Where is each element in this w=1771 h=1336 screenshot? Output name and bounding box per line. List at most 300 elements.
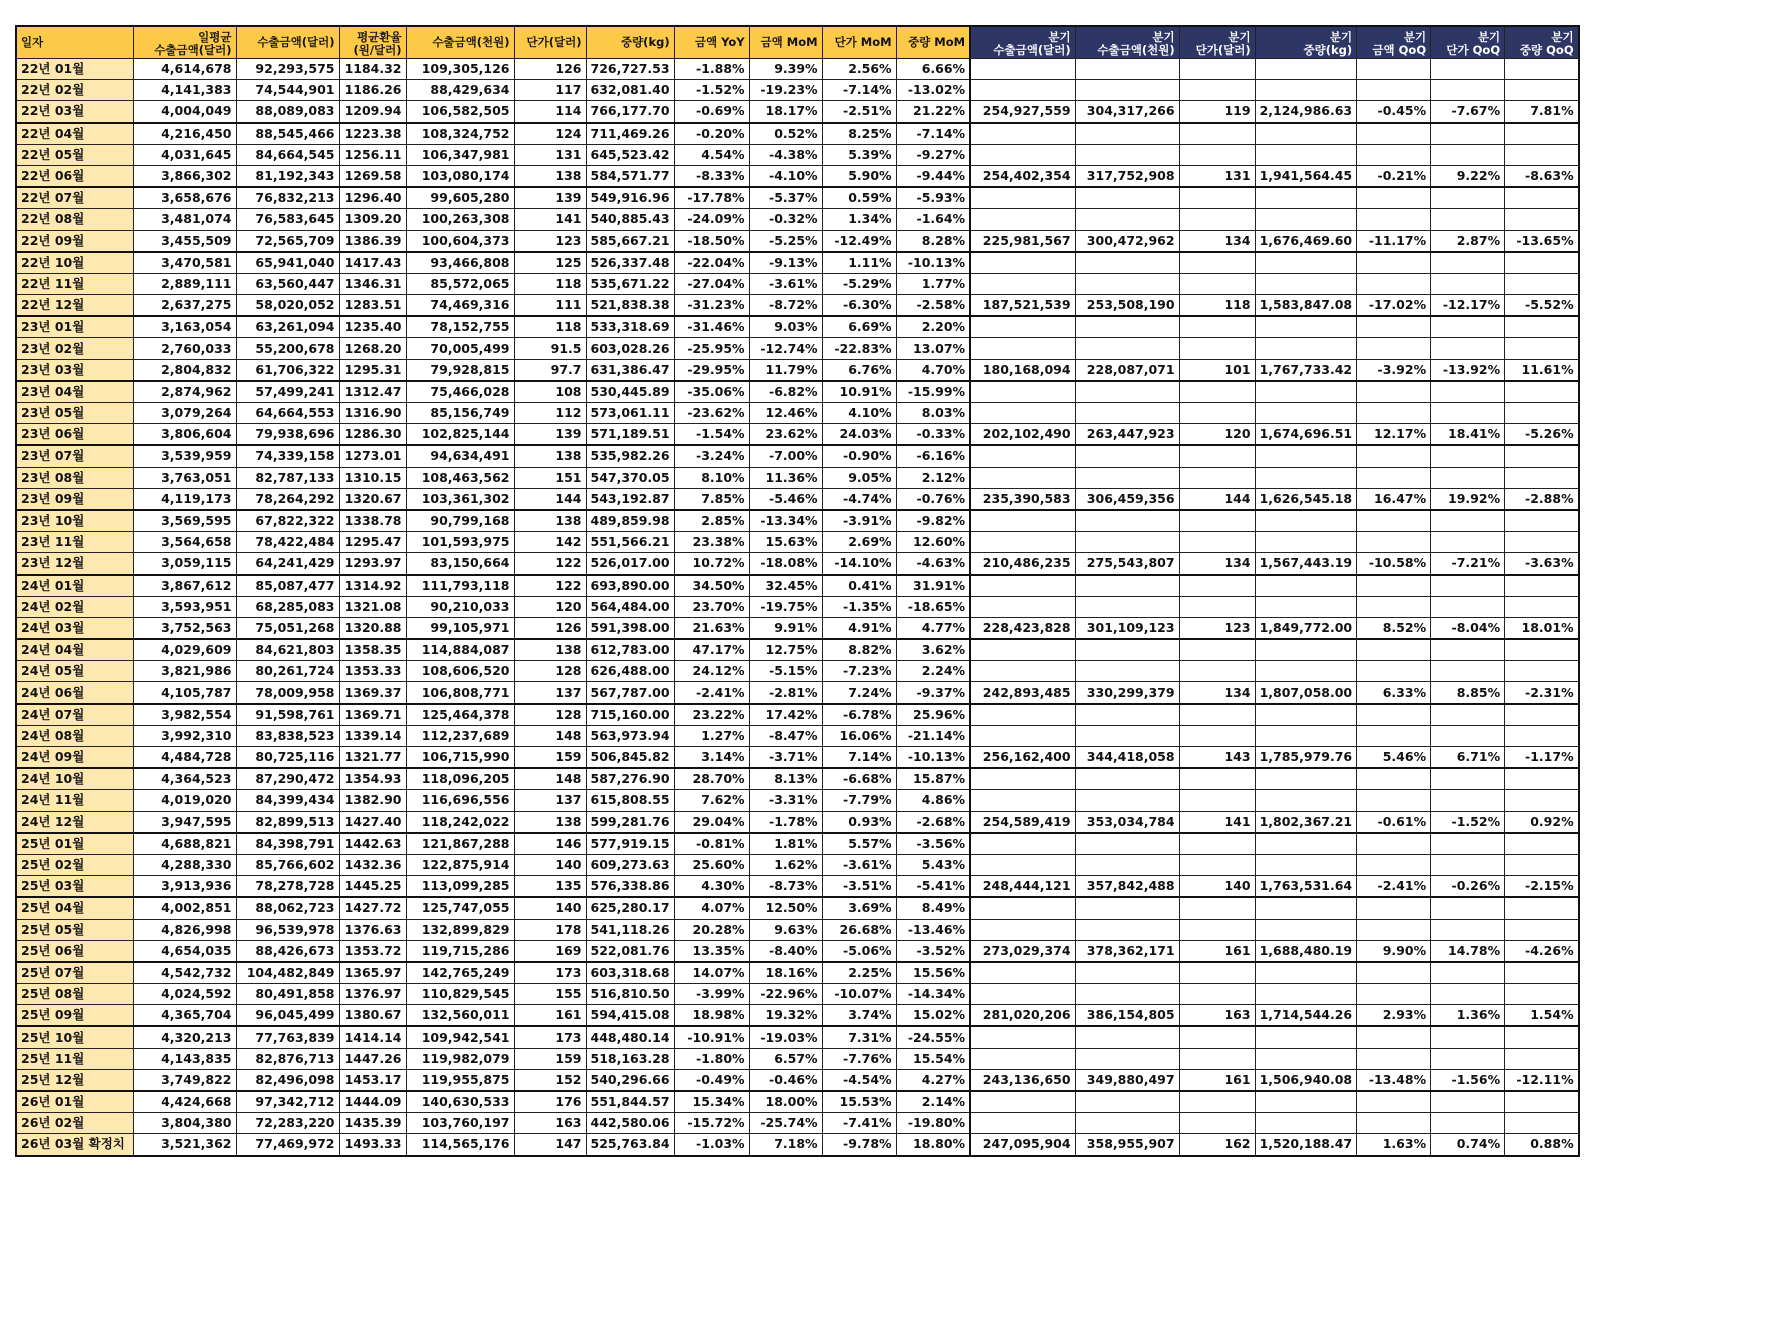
cell-weight[interactable]: 645,523.42 (586, 144, 674, 165)
cell-date[interactable]: 25년 10월 (16, 1026, 133, 1048)
cell-weight-mom[interactable]: -14.34% (896, 984, 970, 1005)
cell-amt-mom[interactable]: 7.18% (749, 1134, 822, 1156)
col-header-daily-avg[interactable]: 일평균 수출금액(달러) (133, 26, 236, 59)
cell-q-export-usd[interactable]: 254,402,354 (970, 165, 1075, 187)
cell-q-weight[interactable] (1255, 962, 1357, 984)
cell-weight[interactable]: 540,885.43 (586, 209, 674, 230)
cell-amt-yoy[interactable]: 18.98% (674, 1005, 749, 1027)
cell-fx[interactable]: 1316.90 (339, 403, 406, 424)
cell-amt-yoy[interactable]: 4.30% (674, 876, 749, 898)
cell-weight[interactable]: 594,415.08 (586, 1005, 674, 1027)
cell-amt-mom[interactable]: 11.36% (749, 467, 822, 488)
cell-daily-avg[interactable]: 3,593,951 (133, 596, 236, 617)
cell-q-weight[interactable]: 1,506,940.08 (1255, 1069, 1357, 1091)
cell-fx[interactable]: 1365.97 (339, 962, 406, 984)
cell-amt-mom[interactable]: -19.75% (749, 596, 822, 617)
cell-q-export-usd[interactable]: 243,136,650 (970, 1069, 1075, 1091)
cell-amt-mom[interactable]: 9.91% (749, 617, 822, 639)
cell-export-krw[interactable]: 100,604,373 (406, 230, 514, 252)
cell-q-export-usd[interactable]: 254,589,419 (970, 811, 1075, 833)
cell-price-mom[interactable]: 4.10% (822, 403, 896, 424)
cell-amt-mom[interactable]: -4.10% (749, 165, 822, 187)
cell-q-amt-qoq[interactable] (1357, 596, 1431, 617)
cell-price-mom[interactable]: 0.93% (822, 811, 896, 833)
cell-q-weight-qoq[interactable] (1505, 532, 1579, 553)
cell-q-price-qoq[interactable]: 1.36% (1431, 1005, 1505, 1027)
cell-price-mom[interactable]: 7.31% (822, 1026, 896, 1048)
cell-daily-avg[interactable]: 4,031,645 (133, 144, 236, 165)
cell-q-unit-price[interactable] (1179, 790, 1255, 811)
cell-q-weight[interactable]: 1,802,367.21 (1255, 811, 1357, 833)
cell-weight-mom[interactable]: 18.80% (896, 1134, 970, 1156)
cell-q-amt-qoq[interactable]: -0.45% (1357, 101, 1431, 123)
cell-unit-price[interactable]: 173 (514, 962, 586, 984)
cell-q-amt-qoq[interactable] (1357, 59, 1431, 80)
cell-unit-price[interactable]: 138 (514, 165, 586, 187)
cell-q-price-qoq[interactable]: -7.67% (1431, 101, 1505, 123)
cell-q-weight[interactable] (1255, 123, 1357, 145)
cell-weight-mom[interactable]: 25.96% (896, 704, 970, 726)
cell-amt-yoy[interactable]: -27.04% (674, 273, 749, 294)
cell-fx[interactable]: 1417.43 (339, 252, 406, 274)
cell-amt-mom[interactable]: 9.39% (749, 59, 822, 80)
cell-q-weight-qoq[interactable] (1505, 1048, 1579, 1069)
cell-daily-avg[interactable]: 4,105,787 (133, 682, 236, 704)
cell-export-usd[interactable]: 84,399,434 (236, 790, 339, 811)
cell-price-mom[interactable]: 6.69% (822, 316, 896, 338)
cell-q-export-usd[interactable] (970, 532, 1075, 553)
cell-unit-price[interactable]: 97.7 (514, 359, 586, 381)
cell-q-amt-qoq[interactable] (1357, 273, 1431, 294)
cell-fx[interactable]: 1338.78 (339, 510, 406, 532)
cell-q-weight[interactable]: 1,688,480.19 (1255, 940, 1357, 962)
cell-q-amt-qoq[interactable] (1357, 1026, 1431, 1048)
cell-date[interactable]: 23년 02월 (16, 338, 133, 359)
cell-unit-price[interactable]: 137 (514, 682, 586, 704)
cell-unit-price[interactable]: 142 (514, 532, 586, 553)
cell-amt-mom[interactable]: 15.63% (749, 532, 822, 553)
cell-amt-yoy[interactable]: -18.50% (674, 230, 749, 252)
col-header-q-weight[interactable]: 분기 중량(kg) (1255, 26, 1357, 59)
cell-amt-yoy[interactable]: -0.69% (674, 101, 749, 123)
cell-amt-mom[interactable]: -5.46% (749, 488, 822, 510)
cell-q-amt-qoq[interactable] (1357, 403, 1431, 424)
cell-weight[interactable]: 489,859.98 (586, 510, 674, 532)
cell-price-mom[interactable]: 2.56% (822, 59, 896, 80)
cell-q-weight[interactable] (1255, 273, 1357, 294)
cell-export-usd[interactable]: 78,264,292 (236, 488, 339, 510)
cell-q-price-qoq[interactable]: -0.26% (1431, 876, 1505, 898)
cell-daily-avg[interactable]: 3,866,302 (133, 165, 236, 187)
cell-q-weight-qoq[interactable]: 0.88% (1505, 1134, 1579, 1156)
cell-date[interactable]: 25년 05월 (16, 919, 133, 940)
cell-export-krw[interactable]: 79,928,815 (406, 359, 514, 381)
cell-q-amt-qoq[interactable] (1357, 209, 1431, 230)
cell-unit-price[interactable]: 139 (514, 187, 586, 209)
cell-weight[interactable]: 615,808.55 (586, 790, 674, 811)
cell-q-price-qoq[interactable] (1431, 790, 1505, 811)
cell-amt-yoy[interactable]: -1.03% (674, 1134, 749, 1156)
cell-q-weight-qoq[interactable] (1505, 661, 1579, 682)
cell-q-weight[interactable] (1255, 639, 1357, 661)
cell-q-weight[interactable]: 2,124,986.63 (1255, 101, 1357, 123)
cell-unit-price[interactable]: 126 (514, 59, 586, 80)
cell-q-export-krw[interactable] (1075, 790, 1179, 811)
cell-q-amt-qoq[interactable]: 6.33% (1357, 682, 1431, 704)
cell-weight-mom[interactable]: 8.49% (896, 897, 970, 919)
cell-price-mom[interactable]: 10.91% (822, 381, 896, 403)
cell-unit-price[interactable]: 140 (514, 854, 586, 875)
cell-fx[interactable]: 1442.63 (339, 833, 406, 855)
cell-q-weight[interactable] (1255, 1113, 1357, 1134)
cell-weight-mom[interactable]: 3.62% (896, 639, 970, 661)
cell-date[interactable]: 24년 09월 (16, 747, 133, 769)
cell-weight-mom[interactable]: 4.86% (896, 790, 970, 811)
cell-unit-price[interactable]: 126 (514, 617, 586, 639)
cell-q-unit-price[interactable] (1179, 833, 1255, 855)
cell-q-price-qoq[interactable] (1431, 962, 1505, 984)
cell-price-mom[interactable]: -6.78% (822, 704, 896, 726)
cell-price-mom[interactable]: -3.91% (822, 510, 896, 532)
cell-unit-price[interactable]: 155 (514, 984, 586, 1005)
cell-q-price-qoq[interactable] (1431, 532, 1505, 553)
cell-q-weight-qoq[interactable]: -12.11% (1505, 1069, 1579, 1091)
cell-weight-mom[interactable]: -9.44% (896, 165, 970, 187)
cell-weight-mom[interactable]: 4.70% (896, 359, 970, 381)
cell-q-weight-qoq[interactable] (1505, 403, 1579, 424)
cell-weight-mom[interactable]: -3.56% (896, 833, 970, 855)
cell-export-usd[interactable]: 92,293,575 (236, 59, 339, 80)
cell-q-price-qoq[interactable] (1431, 1091, 1505, 1113)
cell-q-weight-qoq[interactable]: -5.26% (1505, 424, 1579, 446)
cell-q-export-usd[interactable] (970, 1113, 1075, 1134)
cell-export-usd[interactable]: 80,725,116 (236, 747, 339, 769)
cell-q-export-usd[interactable]: 202,102,490 (970, 424, 1075, 446)
cell-q-weight[interactable] (1255, 1048, 1357, 1069)
cell-q-weight[interactable]: 1,849,772.00 (1255, 617, 1357, 639)
cell-export-krw[interactable]: 99,605,280 (406, 187, 514, 209)
cell-q-weight-qoq[interactable] (1505, 1091, 1579, 1113)
cell-q-weight[interactable] (1255, 59, 1357, 80)
cell-weight-mom[interactable]: -10.13% (896, 747, 970, 769)
cell-q-weight-qoq[interactable]: 7.81% (1505, 101, 1579, 123)
cell-q-weight-qoq[interactable] (1505, 187, 1579, 209)
cell-export-krw[interactable]: 99,105,971 (406, 617, 514, 639)
cell-weight[interactable]: 766,177.70 (586, 101, 674, 123)
cell-q-export-usd[interactable] (970, 123, 1075, 145)
cell-q-amt-qoq[interactable] (1357, 123, 1431, 145)
cell-amt-mom[interactable]: -25.74% (749, 1113, 822, 1134)
cell-q-unit-price[interactable] (1179, 854, 1255, 875)
cell-date[interactable]: 23년 05월 (16, 403, 133, 424)
cell-weight[interactable]: 518,163.28 (586, 1048, 674, 1069)
cell-export-krw[interactable]: 90,799,168 (406, 510, 514, 532)
cell-q-weight-qoq[interactable] (1505, 338, 1579, 359)
cell-price-mom[interactable]: -14.10% (822, 553, 896, 575)
cell-daily-avg[interactable]: 3,470,581 (133, 252, 236, 274)
cell-q-weight-qoq[interactable]: 11.61% (1505, 359, 1579, 381)
cell-export-krw[interactable]: 106,582,505 (406, 101, 514, 123)
cell-amt-mom[interactable]: 12.46% (749, 403, 822, 424)
cell-weight[interactable]: 609,273.63 (586, 854, 674, 875)
cell-fx[interactable]: 1320.88 (339, 617, 406, 639)
cell-date[interactable]: 22년 08월 (16, 209, 133, 230)
cell-daily-avg[interactable]: 4,216,450 (133, 123, 236, 145)
cell-date[interactable]: 22년 04월 (16, 123, 133, 145)
cell-q-export-usd[interactable] (970, 80, 1075, 101)
cell-export-krw[interactable]: 119,715,286 (406, 940, 514, 962)
cell-q-amt-qoq[interactable]: -0.61% (1357, 811, 1431, 833)
cell-q-export-usd[interactable] (970, 209, 1075, 230)
cell-q-price-qoq[interactable] (1431, 596, 1505, 617)
cell-q-unit-price[interactable] (1179, 919, 1255, 940)
cell-q-weight[interactable] (1255, 80, 1357, 101)
cell-q-amt-qoq[interactable] (1357, 187, 1431, 209)
cell-q-weight[interactable]: 1,941,564.45 (1255, 165, 1357, 187)
cell-q-weight-qoq[interactable]: 18.01% (1505, 617, 1579, 639)
cell-amt-mom[interactable]: -19.23% (749, 80, 822, 101)
cell-q-export-krw[interactable]: 300,472,962 (1075, 230, 1179, 252)
cell-q-price-qoq[interactable]: -12.17% (1431, 295, 1505, 317)
cell-q-export-usd[interactable] (970, 984, 1075, 1005)
cell-q-price-qoq[interactable] (1431, 725, 1505, 746)
cell-q-unit-price[interactable]: 163 (1179, 1005, 1255, 1027)
cell-weight-mom[interactable]: -0.33% (896, 424, 970, 446)
cell-fx[interactable]: 1493.33 (339, 1134, 406, 1156)
cell-amt-mom[interactable]: -5.15% (749, 661, 822, 682)
cell-weight[interactable]: 584,571.77 (586, 165, 674, 187)
cell-weight[interactable]: 625,280.17 (586, 897, 674, 919)
cell-q-unit-price[interactable] (1179, 1026, 1255, 1048)
cell-amt-yoy[interactable]: -23.62% (674, 403, 749, 424)
cell-q-export-krw[interactable]: 304,317,266 (1075, 101, 1179, 123)
cell-weight-mom[interactable]: -3.52% (896, 940, 970, 962)
cell-amt-mom[interactable]: -19.03% (749, 1026, 822, 1048)
cell-weight[interactable]: 567,787.00 (586, 682, 674, 704)
cell-fx[interactable]: 1354.93 (339, 768, 406, 790)
cell-fx[interactable]: 1376.63 (339, 919, 406, 940)
cell-q-weight-qoq[interactable] (1505, 445, 1579, 467)
cell-daily-avg[interactable]: 2,874,962 (133, 381, 236, 403)
cell-date[interactable]: 23년 12월 (16, 553, 133, 575)
cell-weight[interactable]: 693,890.00 (586, 575, 674, 597)
cell-daily-avg[interactable]: 3,658,676 (133, 187, 236, 209)
cell-date[interactable]: 26년 01월 (16, 1091, 133, 1113)
cell-weight[interactable]: 585,667.21 (586, 230, 674, 252)
cell-weight-mom[interactable]: 15.02% (896, 1005, 970, 1027)
cell-q-export-krw[interactable] (1075, 854, 1179, 875)
cell-q-amt-qoq[interactable] (1357, 532, 1431, 553)
cell-q-price-qoq[interactable] (1431, 984, 1505, 1005)
cell-fx[interactable]: 1339.14 (339, 725, 406, 746)
cell-weight[interactable]: 711,469.26 (586, 123, 674, 145)
cell-q-export-krw[interactable] (1075, 316, 1179, 338)
col-header-date[interactable]: 일자 (16, 26, 133, 59)
cell-price-mom[interactable]: 15.53% (822, 1091, 896, 1113)
cell-q-unit-price[interactable] (1179, 59, 1255, 80)
cell-q-weight-qoq[interactable] (1505, 273, 1579, 294)
cell-q-weight-qoq[interactable] (1505, 144, 1579, 165)
cell-q-weight-qoq[interactable]: -4.26% (1505, 940, 1579, 962)
cell-fx[interactable]: 1283.51 (339, 295, 406, 317)
cell-date[interactable]: 24년 04월 (16, 639, 133, 661)
cell-q-price-qoq[interactable] (1431, 80, 1505, 101)
cell-q-unit-price[interactable]: 134 (1179, 230, 1255, 252)
cell-q-weight[interactable]: 1,714,544.26 (1255, 1005, 1357, 1027)
cell-date[interactable]: 22년 09월 (16, 230, 133, 252)
cell-export-usd[interactable]: 72,283,220 (236, 1113, 339, 1134)
cell-q-export-krw[interactable]: 386,154,805 (1075, 1005, 1179, 1027)
cell-fx[interactable]: 1293.97 (339, 553, 406, 575)
cell-q-price-qoq[interactable] (1431, 316, 1505, 338)
cell-export-usd[interactable]: 63,560,447 (236, 273, 339, 294)
cell-q-weight[interactable] (1255, 532, 1357, 553)
cell-price-mom[interactable]: 5.90% (822, 165, 896, 187)
cell-weight-mom[interactable]: -9.82% (896, 510, 970, 532)
cell-q-unit-price[interactable] (1179, 661, 1255, 682)
cell-unit-price[interactable]: 91.5 (514, 338, 586, 359)
cell-daily-avg[interactable]: 4,484,728 (133, 747, 236, 769)
cell-q-amt-qoq[interactable] (1357, 768, 1431, 790)
cell-daily-avg[interactable]: 4,365,704 (133, 1005, 236, 1027)
col-header-weight[interactable]: 중량(kg) (586, 26, 674, 59)
cell-amt-yoy[interactable]: 3.14% (674, 747, 749, 769)
cell-export-usd[interactable]: 82,496,098 (236, 1069, 339, 1091)
cell-daily-avg[interactable]: 2,889,111 (133, 273, 236, 294)
cell-q-unit-price[interactable] (1179, 209, 1255, 230)
cell-export-krw[interactable]: 90,210,033 (406, 596, 514, 617)
cell-weight[interactable]: 549,916.96 (586, 187, 674, 209)
cell-daily-avg[interactable]: 3,867,612 (133, 575, 236, 597)
cell-export-krw[interactable]: 119,955,875 (406, 1069, 514, 1091)
cell-price-mom[interactable]: 8.82% (822, 639, 896, 661)
cell-export-usd[interactable]: 82,899,513 (236, 811, 339, 833)
cell-weight-mom[interactable]: -2.58% (896, 295, 970, 317)
cell-price-mom[interactable]: -7.76% (822, 1048, 896, 1069)
cell-q-export-usd[interactable] (970, 790, 1075, 811)
cell-unit-price[interactable]: 128 (514, 704, 586, 726)
cell-amt-yoy[interactable]: 20.28% (674, 919, 749, 940)
cell-export-usd[interactable]: 74,544,901 (236, 80, 339, 101)
cell-unit-price[interactable]: 148 (514, 725, 586, 746)
cell-export-usd[interactable]: 88,545,466 (236, 123, 339, 145)
cell-unit-price[interactable]: 139 (514, 424, 586, 446)
cell-q-weight[interactable] (1255, 575, 1357, 597)
cell-q-export-krw[interactable]: 228,087,071 (1075, 359, 1179, 381)
cell-amt-mom[interactable]: -3.31% (749, 790, 822, 811)
cell-q-unit-price[interactable] (1179, 725, 1255, 746)
cell-export-krw[interactable]: 132,560,011 (406, 1005, 514, 1027)
cell-weight[interactable]: 541,118.26 (586, 919, 674, 940)
cell-q-weight[interactable] (1255, 445, 1357, 467)
cell-weight-mom[interactable]: -13.46% (896, 919, 970, 940)
cell-export-usd[interactable]: 65,941,040 (236, 252, 339, 274)
cell-unit-price[interactable]: 173 (514, 1026, 586, 1048)
cell-q-weight-qoq[interactable] (1505, 768, 1579, 790)
cell-amt-mom[interactable]: 23.62% (749, 424, 822, 446)
cell-price-mom[interactable]: -7.41% (822, 1113, 896, 1134)
cell-amt-yoy[interactable]: 29.04% (674, 811, 749, 833)
cell-q-price-qoq[interactable] (1431, 768, 1505, 790)
cell-daily-avg[interactable]: 3,752,563 (133, 617, 236, 639)
cell-amt-mom[interactable]: 32.45% (749, 575, 822, 597)
cell-q-price-qoq[interactable]: 0.74% (1431, 1134, 1505, 1156)
cell-q-export-krw[interactable] (1075, 467, 1179, 488)
col-header-amt-yoy[interactable]: 금액 YoY (674, 26, 749, 59)
cell-unit-price[interactable]: 140 (514, 897, 586, 919)
cell-price-mom[interactable]: -4.54% (822, 1069, 896, 1091)
cell-amt-mom[interactable]: 11.79% (749, 359, 822, 381)
cell-q-export-krw[interactable] (1075, 445, 1179, 467)
col-header-amt-mom[interactable]: 금액 MoM (749, 26, 822, 59)
cell-q-export-krw[interactable] (1075, 144, 1179, 165)
cell-q-export-krw[interactable] (1075, 704, 1179, 726)
cell-q-unit-price[interactable]: 161 (1179, 1069, 1255, 1091)
cell-q-weight[interactable] (1255, 596, 1357, 617)
cell-q-weight-qoq[interactable] (1505, 1026, 1579, 1048)
cell-export-krw[interactable]: 111,793,118 (406, 575, 514, 597)
cell-q-unit-price[interactable] (1179, 445, 1255, 467)
cell-q-export-usd[interactable] (970, 1026, 1075, 1048)
cell-fx[interactable]: 1268.20 (339, 338, 406, 359)
cell-q-weight[interactable] (1255, 144, 1357, 165)
cell-weight-mom[interactable]: -2.68% (896, 811, 970, 833)
cell-export-usd[interactable]: 78,422,484 (236, 532, 339, 553)
cell-amt-mom[interactable]: 1.81% (749, 833, 822, 855)
cell-q-amt-qoq[interactable]: 1.63% (1357, 1134, 1431, 1156)
cell-q-amt-qoq[interactable] (1357, 725, 1431, 746)
cell-export-usd[interactable]: 81,192,343 (236, 165, 339, 187)
cell-q-price-qoq[interactable] (1431, 445, 1505, 467)
cell-q-price-qoq[interactable] (1431, 338, 1505, 359)
cell-q-weight[interactable] (1255, 187, 1357, 209)
cell-amt-mom[interactable]: -8.73% (749, 876, 822, 898)
cell-q-weight[interactable] (1255, 725, 1357, 746)
cell-weight-mom[interactable]: 2.12% (896, 467, 970, 488)
cell-export-usd[interactable]: 84,621,803 (236, 639, 339, 661)
cell-daily-avg[interactable]: 4,029,609 (133, 639, 236, 661)
cell-amt-yoy[interactable]: 14.07% (674, 962, 749, 984)
cell-amt-mom[interactable]: -22.96% (749, 984, 822, 1005)
cell-amt-yoy[interactable]: 23.70% (674, 596, 749, 617)
cell-price-mom[interactable]: -6.30% (822, 295, 896, 317)
cell-export-usd[interactable]: 88,426,673 (236, 940, 339, 962)
cell-amt-mom[interactable]: -8.40% (749, 940, 822, 962)
cell-price-mom[interactable]: -9.78% (822, 1134, 896, 1156)
cell-q-export-usd[interactable] (970, 919, 1075, 940)
cell-q-weight-qoq[interactable]: -2.15% (1505, 876, 1579, 898)
cell-price-mom[interactable]: -7.14% (822, 80, 896, 101)
cell-q-amt-qoq[interactable]: -2.41% (1357, 876, 1431, 898)
cell-fx[interactable]: 1358.35 (339, 639, 406, 661)
cell-amt-mom[interactable]: -18.08% (749, 553, 822, 575)
cell-q-weight[interactable] (1255, 403, 1357, 424)
cell-q-weight[interactable] (1255, 510, 1357, 532)
cell-amt-yoy[interactable]: -24.09% (674, 209, 749, 230)
cell-q-amt-qoq[interactable] (1357, 790, 1431, 811)
cell-amt-mom[interactable]: -9.13% (749, 252, 822, 274)
cell-daily-avg[interactable]: 3,163,054 (133, 316, 236, 338)
cell-export-usd[interactable]: 75,051,268 (236, 617, 339, 639)
cell-q-price-qoq[interactable]: -1.52% (1431, 811, 1505, 833)
cell-q-export-krw[interactable] (1075, 59, 1179, 80)
cell-q-export-krw[interactable] (1075, 381, 1179, 403)
cell-q-export-usd[interactable]: 247,095,904 (970, 1134, 1075, 1156)
cell-q-amt-qoq[interactable] (1357, 252, 1431, 274)
cell-q-unit-price[interactable] (1179, 187, 1255, 209)
cell-q-amt-qoq[interactable] (1357, 445, 1431, 467)
cell-export-krw[interactable]: 119,982,079 (406, 1048, 514, 1069)
